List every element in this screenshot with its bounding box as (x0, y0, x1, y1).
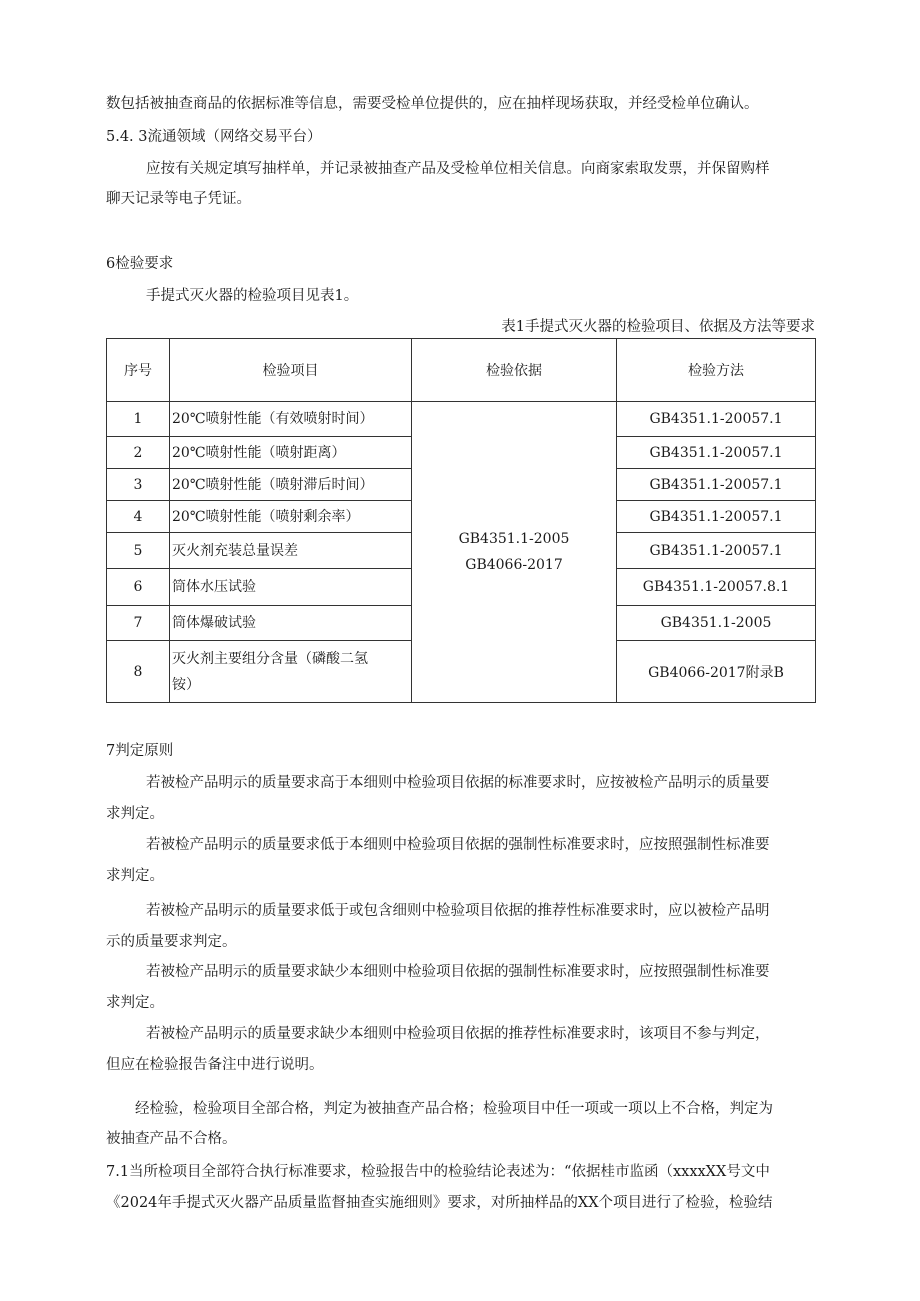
table-caption: 表1手提式灭火器的检验项目、依据及方法等要求 (501, 319, 815, 335)
row-no: 5 (107, 533, 170, 569)
table-header-row (107, 339, 816, 402)
paragraph-line: 7.1当所检项目全部符合执行标准要求，检验报告中的检验结论表述为：“依据桂市监函（xxxxXX号文中 (106, 1164, 770, 1180)
paragraph-line: 应按有关规定填写抽样单，并记录被抽查产品及受检单位相关信息。向商家索取发票，并保留购样 (146, 161, 770, 177)
paragraph-line: 示的质量要求判定。 (106, 934, 237, 950)
row-method: GB4066-2017附录B (617, 641, 816, 703)
row-no: 2 (107, 437, 170, 469)
row-item: 20℃喷射性能（喷射滞后时间） (170, 469, 412, 501)
paragraph-line: 若被检产品明示的质量要求缺少本细则中检验项目依据的强制性标准要求时，应按照强制性标准要 (146, 964, 770, 980)
paragraph-line: 求判定。 (106, 995, 164, 1011)
row-no: 6 (107, 569, 170, 606)
inspection-table (106, 338, 816, 703)
row-item: 筒体爆破试验 (170, 606, 412, 641)
row-method: GB4351.1-20057.1 (617, 402, 816, 437)
row-item-line: 灭火剂主要组分含量（磷酸二氢 (172, 650, 368, 667)
paragraph-line: 若被检产品明示的质量要求缺少本细则中检验项目依据的推荐性标准要求时，该项目不参与判定， (146, 1026, 770, 1042)
row-item: 20℃喷射性能（喷射剩余率） (170, 501, 412, 533)
row-item-line: 铵） (172, 676, 200, 693)
row-no: 7 (107, 606, 170, 641)
paragraph-line: 聊天记录等电子凭证。 (106, 191, 251, 207)
row-method: GB4351.1-20057.1 (617, 437, 816, 469)
row-method: GB4351.1-20057.1 (617, 533, 816, 569)
row-no: 4 (107, 501, 170, 533)
row-method: GB4351.1-20057.1 (617, 469, 816, 501)
row-no: 3 (107, 469, 170, 501)
row-item: 筒体水压试验 (170, 569, 412, 606)
paragraph-line: 《2024年手提式灭火器产品质量监督抽查实施细则》要求，对所抽样品的XX个项目进行了检验，检验结 (106, 1195, 773, 1211)
row-method: GB4351.1-2005 (617, 606, 816, 641)
paragraph-line: 若被检产品明示的质量要求低于或包含细则中检验项目依据的推荐性标准要求时，应以被检产品明 (146, 903, 770, 919)
row-item: 20℃喷射性能（有效喷射时间） (170, 402, 412, 437)
basis-cell (412, 402, 617, 703)
row-method: GB4351.1-20057.1 (617, 501, 816, 533)
paragraph-line: 但应在检验报告备注中进行说明。 (106, 1057, 324, 1073)
paragraph-line: 求判定。 (106, 806, 164, 822)
row-no: 1 (107, 402, 170, 437)
basis-line: GB4066-2017 (465, 557, 563, 573)
header-basis: 检验依据 (412, 339, 617, 402)
header-method: 检验方法 (617, 339, 816, 402)
paragraph-line: 若被检产品明示的质量要求低于本细则中检验项目依据的强制性标准要求时，应按照强制性标准要 (146, 837, 770, 853)
row-method: GB4351.1-20057.8.1 (617, 569, 816, 606)
row-item (170, 641, 412, 703)
basis-line: GB4351.1-2005 (458, 531, 570, 547)
row-no: 8 (107, 641, 170, 703)
paragraph-line: 若被检产品明示的质量要求高于本细则中检验项目依据的标准要求时，应按被检产品明示的质量要 (146, 775, 770, 791)
row-item: 20℃喷射性能（喷射距离） (170, 437, 412, 469)
row-item: 灭火剂充装总量误差 (170, 533, 412, 569)
paragraph-line: 数包括被抽查商品的依据标准等信息，需要受检单位提供的，应在抽样现场获取，并经受检单位确认。 (106, 96, 759, 112)
paragraph-line: 被抽查产品不合格。 (106, 1131, 237, 1147)
paragraph-line: 手提式灭火器的检验项目见表1。 (146, 288, 359, 304)
header-no: 序号 (107, 339, 170, 402)
section-6-heading: 6检验要求 (106, 256, 174, 272)
header-item: 检验项目 (170, 339, 412, 402)
table-row (107, 402, 816, 437)
section-7-heading: 7判定原则 (106, 743, 174, 759)
paragraph-line: 求判定。 (106, 868, 164, 884)
paragraph-line: 经检验，检验项目全部合格，判定为被抽查产品合格；检验项目中任一项或一项以上不合格，判定为 (135, 1101, 773, 1117)
section-5-4-heading: 5.4. 3流通领域（网络交易平台） (106, 129, 322, 145)
